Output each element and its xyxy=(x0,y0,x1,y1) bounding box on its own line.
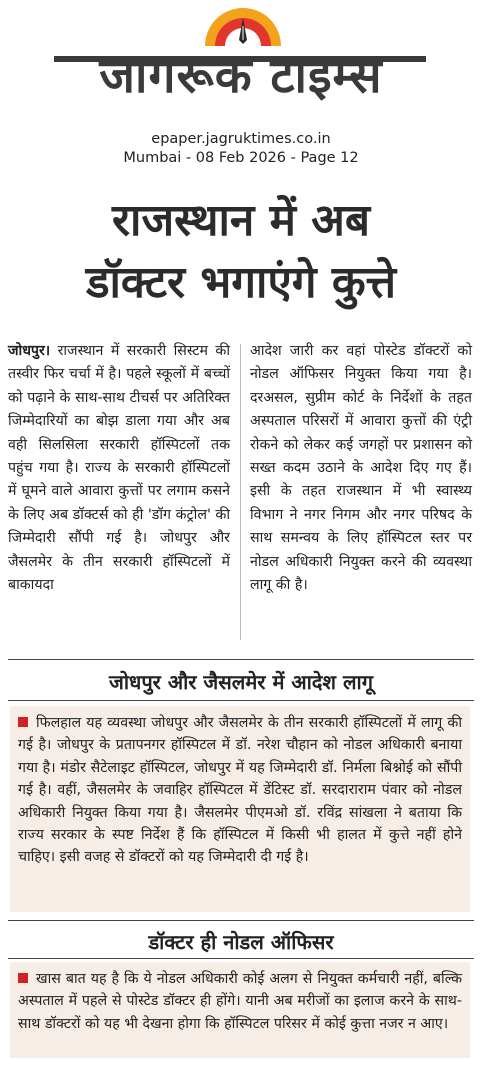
nodal-paragraph: खास बात यह है कि ये नोडल अधिकारी कोई अलग से नियुक्त कर्मचारी नहीं, बल्कि अस्पताल में पहले से पोस्टेड डॉक्टर ही होंगे। यानी अब मरीजों का इलाज करने के साथ-साथ डॉक्टरों को यह भी देखना होगा कि हॉस्पिटल परिसर में कोई कुत्ता नजर न आए। xyxy=(18,971,462,1032)
newspaper-logo: जागरूक टाइम्स xyxy=(99,48,383,104)
section-divider xyxy=(8,958,474,959)
article-column-left xyxy=(8,340,230,597)
headline-line-2: डॉक्टर भगाएंगे कुत्ते xyxy=(85,257,397,308)
section-divider xyxy=(8,700,474,701)
masthead xyxy=(0,0,482,118)
section-divider xyxy=(8,920,474,921)
rising-sun-logo-icon xyxy=(203,6,283,46)
highlight-box-nodal xyxy=(10,962,470,1058)
red-square-bullet-icon xyxy=(18,717,28,727)
dateline: जोधपुर। xyxy=(8,343,51,359)
column-divider xyxy=(240,344,241,640)
orders-paragraph: फिलहाल यह व्यवस्था जोधपुर और जैसलमेर के तीन सरकारी हॉस्पिटलों में लागू की गई है। जोधपुर के प्रतापनगर हॉस्पिटल में डॉ. नरेश चौहान को नोडल अधिकारी बनाया गया है। मंडोर सैटेलाइट हॉस्पिटल, जोधपुर में यह जिम्मेदारी डॉ. निर्मला बिश्नोई को सौंपी गई है। वहीं, जैसलमेर के जवाहिर हॉस्पिटल में डेंटिस्ट डॉ. सरदाराराम पंवार को नोडल अधिकारी नियुक्त किया गया है। जैसलमेर पीएमओ डॉ. रविंद्र सांखला ने बताया कि राज्य सरकार के स्पष्ट निर्देश हैं कि हॉस्पिटल में किसी भी हालत में कुत्ते नहीं होने चाहिए। इसी वजह से डॉक्टरों को यह जिम्मेदारी दी गई है। xyxy=(18,715,462,866)
headline-line-1: राजस्थान में अब xyxy=(112,195,370,246)
article-headline xyxy=(0,190,482,314)
article-body xyxy=(8,340,474,650)
red-square-bullet-icon xyxy=(18,973,28,983)
subheading-doctor-nodal-officer: डॉक्टर ही नोडल ऑफिसर xyxy=(148,930,334,954)
subheading-orders-applied: जोधपुर और जैसलमेर में आदेश लागू xyxy=(109,670,373,694)
article-column-right: आदेश जारी कर वहां पोस्टेड डॉक्टरों को नोडल ऑफिसर नियुक्त किया गया है। दरअसल, सुप्रीम कोर्ट के निर्देशों के तहत अस्पताल परिसरों में आवारा कुत्तों की एंट्री रोकने को लेकर कई जगहों पर प्रशासन को सख्त कदम उठाने के आदेश दिए गए हैं। इसी के तहत राजस्थान में भी स्वास्थ्य विभाग ने नगर निगम और नगर परिषद के साथ समन्वय के लिए हॉस्पिटल स्तर पर नोडल अधिकारी नियुक्त करने की व्यवस्था लागू की है। xyxy=(250,343,472,594)
left-column-text: राजस्थान में सरकारी सिस्टम की तस्वीर फिर चर्चा में है। पहले स्कूलों में बच्चों को पढ़ाने के साथ-साथ टीचर्स पर अतिरिक्त जिम्मेदारियों का बोझ डाला गया और अब वही सिलसिला सरकारी हॉस्पिटलों तक पहुंच गया है। राज्य के सरकारी हॉस्पिटलों में घूमने वाले आवारा कुत्तों पर लगाम कसने के लिए अब डॉक्टर्स को ही 'डॉग कंट्रोल' की जिम्मेदारी सौंपी गई है। जोधपुर और जैसलमेर के तीन सरकारी हॉस्पिटलों में बाकायदा xyxy=(8,343,230,594)
section-divider xyxy=(8,659,474,660)
highlight-box-orders xyxy=(10,706,470,912)
edition-date-page: Mumbai - 08 Feb 2026 - Page 12 xyxy=(123,150,359,166)
epaper-url: epaper.jagruktimes.co.in xyxy=(151,131,331,147)
